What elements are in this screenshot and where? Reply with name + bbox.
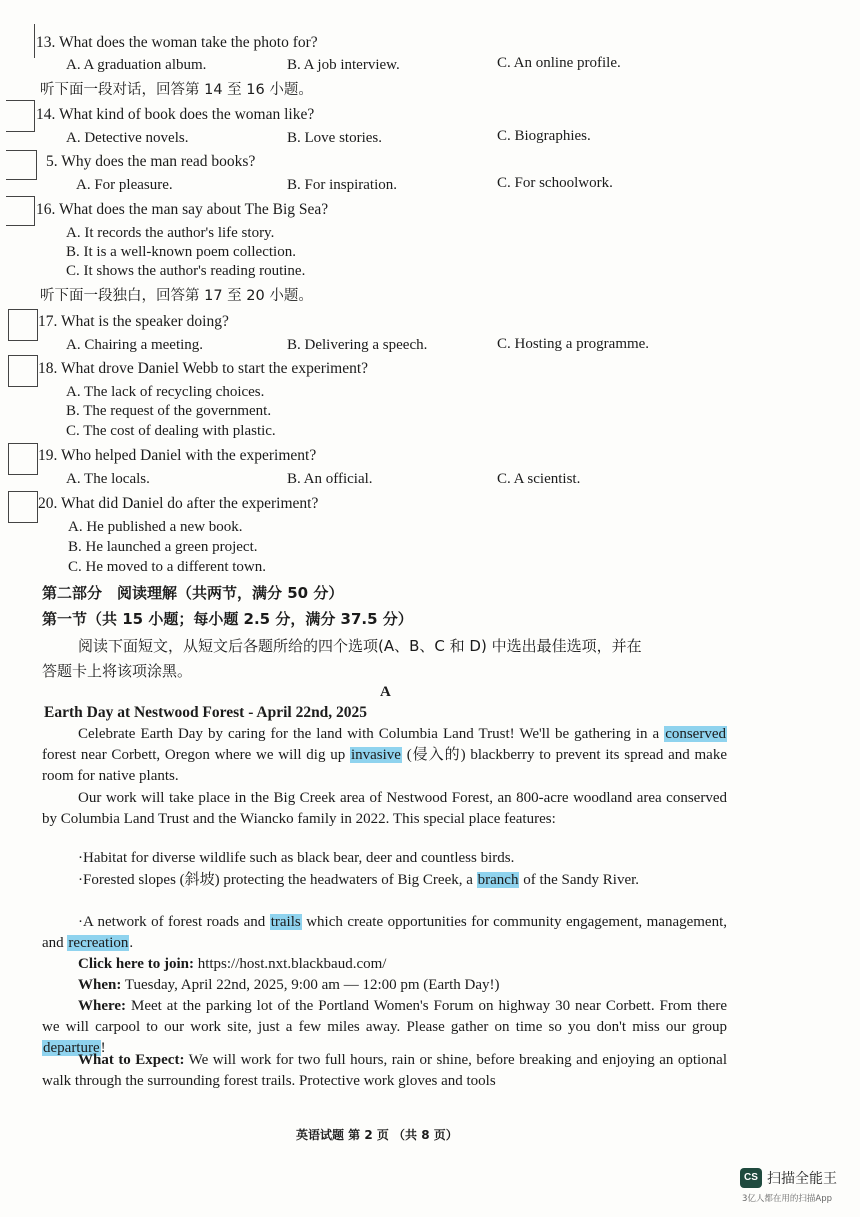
page-footer: 英语试题 第 2 页 （共 8 页） bbox=[296, 1128, 458, 1142]
option-a: A. Chairing a meeting. bbox=[66, 337, 204, 353]
option-c: C. The cost of dealing with plastic. bbox=[66, 423, 276, 439]
option-a: A. A graduation album. bbox=[66, 57, 207, 73]
answer-box-16[interactable] bbox=[6, 196, 35, 226]
bullet-1: ·Habitat for diverse wildlife such as black bear, deer and countless birds. bbox=[78, 850, 515, 866]
option-b: B. He launched a green project. bbox=[68, 539, 258, 555]
highlight: trails bbox=[270, 914, 301, 930]
answer-box-14[interactable] bbox=[6, 100, 35, 132]
option-b: B. It is a well-known poem collection. bbox=[66, 244, 296, 260]
highlight: conserved bbox=[665, 726, 726, 742]
instruction: 听下面一段独白，回答第 17 至 20 小题。 bbox=[40, 288, 313, 304]
option-a: A. He published a new book. bbox=[68, 519, 243, 535]
question-16: 16. What does the man say about The Big Sea? bbox=[36, 201, 329, 218]
part-heading: 第二部分 阅读理解（共两节，满分 50 分） bbox=[42, 584, 344, 602]
passage-letter: A bbox=[380, 684, 391, 700]
expect-paragraph: What to Expect: We will work for two full hours, rain or shine, before breaking and enjoying an optional walk through the surrounding forest trails. Protective work gloves and tools bbox=[42, 1052, 727, 1089]
option-b: B. A job interview. bbox=[287, 57, 400, 73]
answer-box-18[interactable] bbox=[8, 355, 38, 387]
section-heading: 第一节（共 15 小题；每小题 2.5 分，满分 37.5 分） bbox=[42, 610, 413, 628]
option-a: A. The lack of recycling choices. bbox=[66, 384, 265, 400]
question-15: 5. Why does the man read books? bbox=[46, 153, 256, 170]
option-c: C. Hosting a programme. bbox=[497, 336, 650, 352]
option-c: C. A scientist. bbox=[497, 471, 581, 487]
option-b: B. An official. bbox=[287, 471, 373, 487]
option-c: C. For schoolwork. bbox=[497, 175, 613, 191]
watermark-sub: 3亿人都在用的扫描App bbox=[742, 1194, 833, 1204]
reading-instruction: 阅读下面短文，从短文后各题所给的四个选项(A、B、C 和 D) 中选出最佳选项，并在 bbox=[78, 637, 642, 655]
instruction: 听下面一段对话，回答第 14 至 16 小题。 bbox=[40, 82, 313, 98]
option-b: B. The request of the government. bbox=[66, 403, 272, 419]
bullet-2: ·Forested slopes (斜坡) protecting the headwaters of Big Creek, a branch of the Sandy River. bbox=[78, 872, 640, 888]
answer-box-19[interactable] bbox=[8, 443, 38, 475]
option-c: C. An online profile. bbox=[497, 55, 621, 71]
question-17: 17. What is the speaker doing? bbox=[38, 313, 229, 330]
join-link[interactable]: https://host.nxt.blackbaud.com/ bbox=[193, 956, 387, 972]
reading-instruction: 答题卡上将该项涂黑。 bbox=[42, 662, 193, 680]
answer-box-15[interactable] bbox=[6, 150, 37, 180]
camscanner-logo: CS bbox=[740, 1168, 762, 1188]
answer-box-20[interactable] bbox=[8, 491, 38, 523]
option-c: C. Biographies. bbox=[497, 128, 591, 144]
where-paragraph: Where: Meet at the parking lot of the Portland Women's Forum on highway 30 near Corbett. From there we will carpool to our work site, just a few miles away. Please gather on time so you don't miss our group departure! bbox=[42, 998, 727, 1056]
paragraph-1: Celebrate Earth Day by caring for the land with Columbia Land Trust! We'll be gathering in a conserved forest near Corbett, Oregon where we will dig up invasive (侵入的) blackberry to prevent its spread and make room for native plants. bbox=[42, 726, 728, 784]
question-20: 20. What did Daniel do after the experiment? bbox=[38, 495, 319, 512]
option-b: B. Love stories. bbox=[287, 130, 382, 146]
question-13: 13. What does the woman take the photo for? bbox=[36, 34, 318, 51]
option-b: B. For inspiration. bbox=[287, 177, 398, 193]
passage-title: Earth Day at Nestwood Forest - April 22nd, 2025 bbox=[44, 704, 368, 721]
answer-box-17[interactable] bbox=[8, 309, 38, 341]
option-c: C. It shows the author's reading routine. bbox=[66, 263, 306, 279]
option-c: C. He moved to a different town. bbox=[68, 559, 267, 575]
highlight: branch bbox=[477, 872, 519, 888]
question-18: 18. What drove Daniel Webb to start the experiment? bbox=[38, 360, 369, 377]
join-line: Click here to join: https://host.nxt.blackbaud.com/ bbox=[78, 956, 387, 972]
answer-box-13[interactable] bbox=[8, 24, 35, 58]
highlight: invasive bbox=[350, 747, 401, 763]
option-a: A. Detective novels. bbox=[66, 130, 189, 146]
question-14: 14. What kind of book does the woman like? bbox=[36, 106, 315, 123]
paragraph-2: Our work will take place in the Big Creek area of Nestwood Forest, an 800-acre woodland area conserved by Columbia Land Trust and the Wiancko family in 2022. This special place features: bbox=[42, 790, 727, 827]
question-19: 19. Who helped Daniel with the experiment? bbox=[38, 447, 317, 464]
option-a: A. The locals. bbox=[66, 471, 150, 487]
when-line: When: Tuesday, April 22nd, 2025, 9:00 am — 12:00 pm (Earth Day!) bbox=[78, 977, 500, 993]
highlight: recreation bbox=[68, 935, 129, 951]
option-a: A. For pleasure. bbox=[76, 177, 173, 193]
option-b: B. Delivering a speech. bbox=[287, 337, 428, 353]
watermark-name: 扫描全能王 bbox=[767, 1171, 837, 1187]
bullet-3: ·A network of forest roads and trails which create opportunities for community engagement, management, and recreation. bbox=[42, 914, 728, 951]
highlight: departure bbox=[43, 1040, 100, 1056]
option-a: A. It records the author's life story. bbox=[66, 225, 275, 241]
